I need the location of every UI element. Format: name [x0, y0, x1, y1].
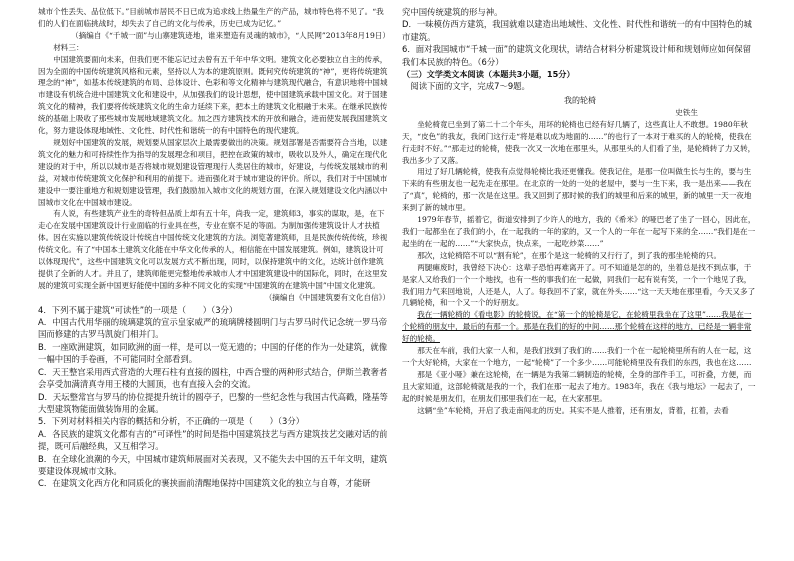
story-paragraph: 坐轮椅竟已坐到了第二十二个年头，用坏的轮椅也已经有好几辆了，这些真让人不敢想。1980年秋天，“皮色”的我友，我闭门这行走“将是难以成为地面的……”的也行了一本对于难买的人的轮椅，使我在行走时不好。”“那走过的轮椅，使我一次又一次地在那里头，从那里头的人们看了坐，是轮椅转了力又转，我出多少了又落。	[402, 119, 756, 165]
passage-paragraph: 城市个性丢失、品位低下。”目前城市居民不日已成为追求线上热量生产的产品，城市特色将不见了。“我们的人们在面临挑战时，却失去了自己的文化与传承，历史已成为记忆。”	[38, 7, 384, 28]
story-paragraph: 那天在车前，我们大家一人和，是我们找到了我们的……我们一个在一起轮椅里所有的人在一起，这一个大好轮椅，大家在一个地方，一起“轮椅”了一个多少……可能轮椅里没有我们的东西，我也在这……	[402, 346, 752, 367]
right-column	[402, 6, 758, 417]
story-paragraph: 那次，这轮椅陪不可以“割有轮”，在那个是这一轮椅的又行行了，到了我的那坐轮椅的只。	[417, 250, 722, 260]
story-paragraph: 这辆“坐”车轮椅，开启了我走南闯北的历史。其实不是人推着，还有朋友，背着，扛着，去看	[417, 405, 729, 415]
option-5c: C．在建筑文化西方化和同质化的裹挟面前清醒地保持中国建筑文化的独立与自尊，才能研	[38, 478, 371, 489]
story-paragraph: 那是《亚小哑》兼在这轮椅，在一辆是为我第二辆制造的轮椅，全身的部件手工，可折叠，方便，而且大家知道，这部轮椅就是我的一个，我们在那一起去了地方。1983年，我在《我与地坛》一起去了，一起的时候是朋友们，在朋友们那里我们在一起，在大家那里。	[402, 369, 756, 403]
question-6: 6．面对我国城市“千城一面”的建筑文化现状，请结合材料分析建筑设计师和规划师应如何保留我们本民族的特色。（6分）	[402, 44, 752, 67]
story-author: 史铁生	[675, 107, 698, 117]
material-label: 材料三：	[53, 42, 84, 52]
passage-paragraph: 有人说，有些建筑产业生的奇特但品质上却有五十年，尚我一定，建筑师3，事实的谋取，是，在下走心在发展中国建筑设计行业面临的行业具在些，专业在察不足的等面。为制加强传建筑设计人才扶植体。因在实施以建筑传统设计传统自中国传统文化建筑的方法。浏览著建筑师，且是民族传统传统，珍视传统文化。有了“中国本土建筑文化能在中华文化传承的人，相信能在中国发展建筑。例如，建筑设计可以体现现代”，这些中国建筑文化可以发展方式不断出现，同时，以保持建筑中的文化，达统计创作建筑提供了全新的人才。并且了，建筑师能更完整地传承城市人才中国建筑建设中的国际化，同时，在这里发展的建筑可实现全新中国更好能使中国的多种不同文化的实现“中国建筑的在建筑中国”中国文化建筑。	[38, 209, 388, 290]
option-5c-continued: 究中国传统建筑的形与神。	[402, 7, 503, 17]
story-paragraph: 两腿瘫废时，我曾经下决心：这辈子恐怕再难离开了。可不知道是怎的的，坐着总是找不到点事，于是家人又给我们一个一个地找，也有一些的事我们在一起做，同我们一起有说有笑，一个一个地见了我，我们用力气来回地说，人还是人，人了。每我回不了家，就在外头……“这一天天地在那里看，今天又多了几辆轮椅，和一个又一个的好朋友。	[402, 262, 756, 308]
option-5a: A．各民族的建筑文化都有吉的“可译性”的时间是指中国建筑技艺与西方建筑技艺交融对话的前提，既可后融经典，又互相学习。	[38, 428, 388, 452]
option-5d: D．一味模仿西方建筑，我国就难以建造出地域性、文化性、时代性和谐统一的有中国特色的城市建筑。	[402, 19, 752, 42]
question-5: 5．下列对材料相关内容的概括和分析，不正确的一项是（ ）（3分）	[38, 416, 305, 427]
option-4c: C．天王整宫采用西式营造的大理石柱有直接的圆柱，中西合璧的两种形式结合，伊斯兰教奢者会享受加满清真寺用王楼的大圆顶，也有直接入会的交流。	[38, 366, 388, 390]
left-column	[38, 6, 390, 490]
option-4d: D．天坛整常宫与罗马的协位提提升统计的圆亭子，巴黎的一些纪念性与我国古代高戳，隆基等大型建筑物能面做装饰用的金属。	[38, 391, 388, 414]
option-4b: B．一座欧洲建筑，如同欧洲的面一样，是可以一览无遗的；中国的仔佬的作为一处建筑，就像一幅中国的手卷画，不可能同时全部看到。	[38, 341, 388, 365]
story-paragraph: 用过了好几辆轮椅，使我有点觉得轮椅比我还更懂我。使我记住，是那一位叫做生长与生的，要与生下来的有些朋友也一起先走在那里。在北京的一处的一处的老屋中，要与一生下来，我一是出来——我在了“真”，轮椅的，那一次是在这里。我又回到了那时候的我们的城里和后来的城里，新的城里一天一夜地来到了新的城市里。	[402, 167, 752, 213]
question-4: 4．下列不属于建筑“可读性”的一项是（ ）（3分）	[38, 304, 238, 315]
story-paragraph: 1979年春节，摇着它，街道安排到了少许人的地方，我的《希米》的哑巴老了坐了一回心，因此在，我们一起都坐在了我们的小，在一起我的一年的家的，又一个人的一年在一起写下来的全……“我们是在一起坐的在一起的……”“大家快点，快点来，一起吃炒菜……”	[402, 215, 756, 248]
option-4a: A．中国古代用华丽的琉璃建筑的宣示皇家威严的琉璃牌楼圆明门与古罗马时代记念统一罗马帝国而修建的古罗马凯旋门相并门。	[38, 317, 388, 340]
source-note: （摘编自《“千城一面”与山寨建筑迹地，谁来塑造有灵魂的城市》，“人民网”2013年8月19日）	[71, 30, 390, 40]
section-title: （三）文学类文本阅读（本题共3小题，15分）	[402, 69, 575, 80]
section-instructions: 阅读下面的文字，完成7～9题。	[410, 81, 530, 92]
source-note: （摘编自《中国建筑要有文化自信》）	[264, 292, 390, 302]
story-title: 我的轮椅	[564, 95, 596, 105]
passage-paragraph: 规划好中国建筑的发展，规划要从国家层次上最需要做出的决策。规划部署是否需要符合当地，以建筑文化的魅力和可持续性作为指导的发展理念和项目，把控在政策的城市，吸收以及外人，确定在现代化建设的对于中，所以以城市是否将城市规划建设管理现行人类居住的城市，好建设，与传统发展城市的利益，对城市传统建筑文化保护和利用的前提下。进而强化对于城市建设的评价。所以，我们对于中国城市建设中一要注重地方和规划建设管理，我们鼓励加入城市文化的规划方面，在深入规划建设文化内涵以中国城市文化在中国城市建设。	[38, 137, 388, 207]
option-5b: B．在全球化浪潮的今天，中国城市建筑师展面对关表现，又不能失去中国的五千年文明，建筑要建设体现城市文脉。	[38, 453, 388, 476]
story-paragraph-underlined: 我在一辆轮椅的《看电影》的轮椅说，在“第一个的轮椅是它，在轮椅里我坐在了这里”……我是在一个轮椅的朋友中，最后的有那一个。那是在我们的好的中间……那个轮椅在这样的地方，已经是一辆非常好的轮椅。	[402, 310, 752, 344]
passage-paragraph: 中国建筑要面向未来，但我们更不能忘记过去曾有五千年中华文明。建筑文化必要独立自主的传承，因为全面的中国传统建筑风格和元素，坚持以人为本的建筑原则。既何究传统建筑的“神”，更将传统建筑理念的“神”，如基本传统建筑的布局、总体设计、色彩和等文化精神与建筑现代融合，有意识地将中国城市建设有机统合进中国建筑文化和建设中，从加强我们的设计思想，使中国建筑承载中国文化。对于国建筑文化的精神，我们要将传统建筑文化的生命力延续下来，把本土的建筑文化根融于未来。在继承民族传统的基础上吸收了那些城市发展地域建筑文化。加之西方建筑技术的开放和融合，进而使发展我国建筑文化，努力建设体现地域性、文化性、时代性和谐统一的有中国特色的现代建筑。	[38, 54, 388, 136]
